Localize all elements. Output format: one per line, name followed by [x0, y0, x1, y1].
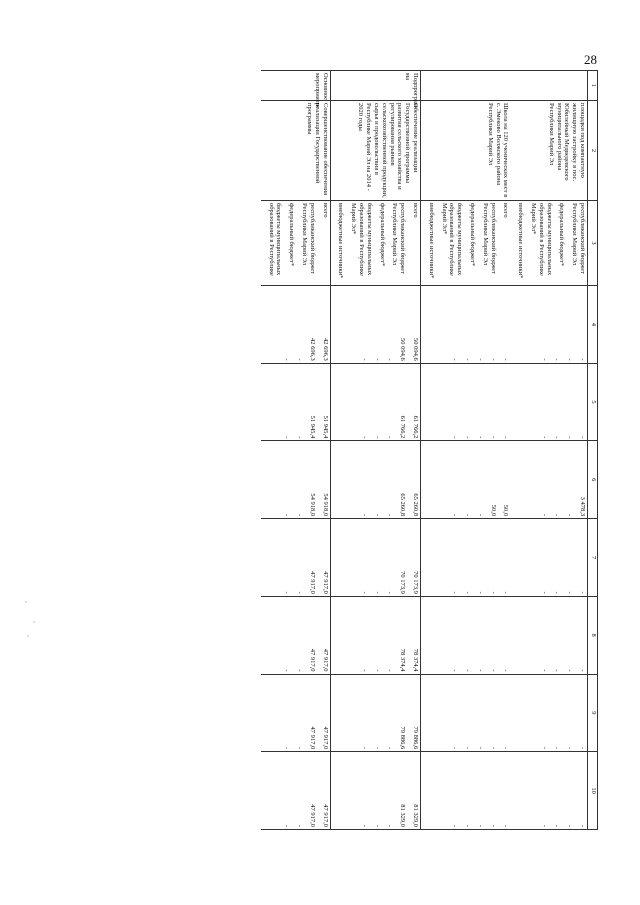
- value: -: [360, 591, 368, 594]
- value: -: [540, 358, 548, 361]
- value: 42 696,3: [308, 337, 316, 361]
- column-header: 9: [588, 674, 598, 752]
- row-title-cell: площадки под компактную жилищную застройку в пос. Юбилейный Медведевского муниципального района Республики Марий Эл: [510, 101, 587, 201]
- value-cell: [421, 674, 511, 752]
- value: 47 917,0: [321, 648, 329, 672]
- funding-source: федеральный бюджет*: [288, 203, 296, 267]
- value-cell: [510, 286, 587, 364]
- funding-source: внебюджетные источники*: [337, 203, 345, 279]
- funding-source: бюджеты муниципальных образований в Республике: [267, 203, 283, 276]
- value: -: [489, 358, 497, 361]
- value: -: [540, 436, 548, 439]
- value: -: [566, 824, 574, 827]
- table-row: [421, 71, 511, 830]
- value: -: [540, 591, 548, 594]
- value: -: [553, 513, 561, 517]
- value: -: [476, 669, 484, 672]
- column-header: 6: [588, 441, 598, 519]
- value: 47 917,0: [308, 804, 316, 827]
- value: -: [360, 513, 368, 517]
- value-cell: [261, 441, 330, 519]
- funding-source: федеральный бюджет*: [378, 203, 386, 267]
- funding-source: внебюджетные источники*: [517, 203, 525, 279]
- value-cell: [421, 441, 511, 519]
- row-title-cell: Обеспечение реализации Государственной программы развития сельского хозяйства и регулирования рынков сельскохозяйственной продукции, сырья и продовольствия в Республике Марий Эл на 2014 - 2020 годы: [330, 101, 420, 201]
- funding-source: республиканский бюджет Республики Марий Эл: [571, 203, 586, 275]
- value: 65 260,8: [412, 493, 420, 517]
- funding-source: федеральный бюджет*: [558, 203, 566, 267]
- value-cell: [510, 674, 587, 752]
- value: -: [283, 436, 291, 439]
- value: -: [579, 669, 586, 672]
- value-cell: [330, 596, 420, 674]
- value: -: [360, 436, 368, 439]
- value: 61 766,2: [412, 415, 420, 439]
- value-cell: [330, 441, 420, 519]
- value: -: [451, 591, 459, 594]
- value: 3 478,3: [579, 496, 586, 517]
- column-header: 5: [588, 363, 598, 441]
- value: -: [553, 824, 561, 827]
- value: 51 945,4: [321, 415, 329, 439]
- value: -: [296, 669, 304, 672]
- value: -: [476, 358, 484, 361]
- funding-source: бюджеты муниципальных образований в Республике Марий Эл*: [440, 203, 464, 276]
- value: -: [489, 591, 497, 594]
- value: -: [373, 669, 381, 672]
- value: -: [579, 436, 586, 439]
- value: -: [464, 358, 472, 361]
- value: -: [386, 669, 394, 672]
- value: -: [451, 436, 459, 439]
- header-row: [588, 71, 598, 830]
- funding-source: внебюджетные источники*: [427, 203, 435, 279]
- column-header: 4: [588, 286, 598, 364]
- value: -: [451, 747, 459, 750]
- column-header: 3: [588, 201, 598, 286]
- value: 50 094,6: [412, 337, 420, 361]
- value-cell: [261, 363, 330, 441]
- value-cell: [510, 596, 587, 674]
- column-header: 2: [588, 101, 598, 201]
- value-cell: [510, 519, 587, 597]
- value: -: [283, 358, 291, 361]
- budget-table: [261, 70, 598, 830]
- value: -: [296, 513, 304, 517]
- value-cell: [510, 441, 587, 519]
- value: -: [464, 824, 472, 827]
- funding-sources-cell: [261, 201, 330, 286]
- value: -: [579, 824, 586, 827]
- value-cell: [510, 363, 587, 441]
- value: -: [386, 747, 394, 750]
- value: -: [489, 436, 497, 439]
- value: 47 917,0: [308, 571, 316, 594]
- value-cell: [261, 752, 330, 830]
- value: 47 917,0: [308, 648, 316, 672]
- value: -: [502, 358, 510, 361]
- value: -: [579, 358, 586, 361]
- value: -: [373, 824, 381, 827]
- value: -: [283, 747, 291, 750]
- value: -: [489, 824, 497, 827]
- value: -: [464, 436, 472, 439]
- value-cell: [261, 674, 330, 752]
- value: -: [360, 358, 368, 361]
- value: -: [296, 824, 304, 827]
- value: -: [502, 436, 510, 439]
- table-row: [330, 71, 420, 830]
- funding-sources-cell: [330, 201, 420, 286]
- value: 47 917,0: [321, 804, 329, 827]
- value: 78 374,4: [399, 648, 407, 672]
- funding-sources-cell: [510, 201, 587, 286]
- value: 79 886,6: [412, 726, 420, 750]
- value: -: [476, 747, 484, 750]
- value: 50,0: [489, 504, 497, 517]
- row-type-cell: [421, 71, 511, 101]
- value: -: [566, 669, 574, 672]
- value-cell: [261, 596, 330, 674]
- value: -: [283, 824, 291, 827]
- funding-source: бюджеты муниципальных образований в Республике Марий Эл*: [350, 203, 373, 276]
- value: -: [386, 824, 394, 827]
- value: 70 173,9: [412, 571, 420, 594]
- value: -: [489, 747, 497, 750]
- value: -: [566, 591, 574, 594]
- funding-source: республиканский бюджет Республики Марий Эл: [391, 203, 407, 275]
- value: -: [476, 591, 484, 594]
- funding-source: республиканский бюджет Республики Марий Эл: [301, 203, 316, 275]
- value: -: [386, 436, 394, 439]
- row-type-cell: Основное мероприятие: [261, 71, 330, 101]
- value: -: [502, 824, 510, 827]
- funding-source: всего: [321, 203, 329, 218]
- value-cell: [510, 752, 587, 830]
- value: -: [540, 513, 548, 517]
- value: 81 329,0: [399, 804, 407, 827]
- value: -: [464, 747, 472, 750]
- value: -: [373, 436, 381, 439]
- table-row: [510, 71, 587, 830]
- value: -: [553, 436, 561, 439]
- value: 50 094,6: [399, 337, 407, 361]
- funding-source: бюджеты муниципальных образований в Республике Марий Эл*: [530, 203, 553, 276]
- value: -: [360, 824, 368, 827]
- value: -: [283, 591, 291, 594]
- table-row: [261, 71, 330, 830]
- value: -: [296, 591, 304, 594]
- value: -: [296, 436, 304, 439]
- value: -: [386, 358, 394, 361]
- funding-source: всего: [412, 203, 420, 218]
- punch-hole-marks: [20, 592, 50, 642]
- value-cell: [261, 286, 330, 364]
- value: -: [464, 591, 472, 594]
- value: -: [360, 669, 368, 672]
- value-cell: [261, 519, 330, 597]
- funding-sources-cell: [421, 201, 511, 286]
- value: -: [373, 358, 381, 361]
- value: -: [386, 513, 394, 517]
- value: -: [553, 591, 561, 594]
- value: 54 918,0: [308, 493, 316, 517]
- value: -: [451, 513, 459, 517]
- value: 70 173,9: [399, 571, 407, 594]
- value: -: [566, 747, 574, 750]
- value: 42 696,3: [321, 337, 329, 361]
- value: 79 886,6: [399, 726, 407, 750]
- value: -: [373, 747, 381, 750]
- value: -: [464, 669, 472, 672]
- value: -: [502, 591, 510, 594]
- column-header: 8: [588, 596, 598, 674]
- value-cell: [330, 752, 420, 830]
- value: -: [451, 824, 459, 827]
- value: -: [579, 747, 586, 750]
- value-cell: [421, 752, 511, 830]
- value-cell: [330, 519, 420, 597]
- value: -: [553, 669, 561, 672]
- value: 61 766,2: [399, 415, 407, 439]
- value: -: [553, 358, 561, 361]
- value: -: [566, 513, 574, 517]
- row-title-cell: Школа на 120 ученических мест в с. Эмеково Волжского района Республики Марий Эл: [421, 101, 511, 201]
- value: 50,0: [502, 504, 510, 517]
- value: 54 918,0: [321, 493, 329, 517]
- value-cell: [421, 519, 511, 597]
- row-type-cell: [510, 71, 587, 101]
- value: -: [476, 436, 484, 439]
- value: -: [373, 513, 381, 517]
- funding-source: федеральный бюджет*: [469, 203, 477, 267]
- value-cell: [421, 596, 511, 674]
- value-cell: [330, 286, 420, 364]
- value: 47 917,0: [321, 726, 329, 750]
- funding-source: республиканский бюджет Республики Марий Эл: [481, 203, 497, 275]
- column-header: 10: [588, 752, 598, 830]
- value: -: [579, 591, 586, 594]
- value: -: [373, 591, 381, 594]
- value: 51 945,4: [308, 415, 316, 439]
- value-cell: [421, 286, 511, 364]
- value: -: [566, 436, 574, 439]
- funding-source: всего: [502, 203, 510, 218]
- value: -: [502, 669, 510, 672]
- page-number: 28: [584, 52, 597, 67]
- value: -: [296, 358, 304, 361]
- value: 47 917,0: [308, 726, 316, 750]
- row-title-cell: Совершенствование обеспечения реализации Государственной программы: [261, 101, 330, 201]
- value: -: [502, 747, 510, 750]
- value: -: [553, 747, 561, 750]
- value: -: [451, 358, 459, 361]
- value: -: [360, 747, 368, 750]
- value-cell: [421, 363, 511, 441]
- value: 65 260,8: [399, 493, 407, 517]
- rotated-table-container: [110, 70, 598, 830]
- value: -: [540, 669, 548, 672]
- value: -: [451, 669, 459, 672]
- value: 78 374,4: [412, 648, 420, 672]
- value: -: [489, 669, 497, 672]
- value: -: [476, 824, 484, 827]
- value: 47 917,0: [321, 571, 329, 594]
- value-cell: [330, 674, 420, 752]
- column-header: 7: [588, 519, 598, 597]
- value: -: [540, 824, 548, 827]
- row-type-cell: Подпрограм-ма: [330, 71, 420, 101]
- value: -: [566, 358, 574, 361]
- value: -: [283, 669, 291, 672]
- value: -: [540, 747, 548, 750]
- value: 81 329,0: [412, 804, 420, 827]
- value: -: [296, 747, 304, 750]
- column-header: 1: [588, 71, 598, 101]
- value: -: [386, 591, 394, 594]
- value: -: [283, 513, 291, 517]
- value-cell: [330, 363, 420, 441]
- value: -: [464, 513, 472, 517]
- value: -: [476, 513, 484, 517]
